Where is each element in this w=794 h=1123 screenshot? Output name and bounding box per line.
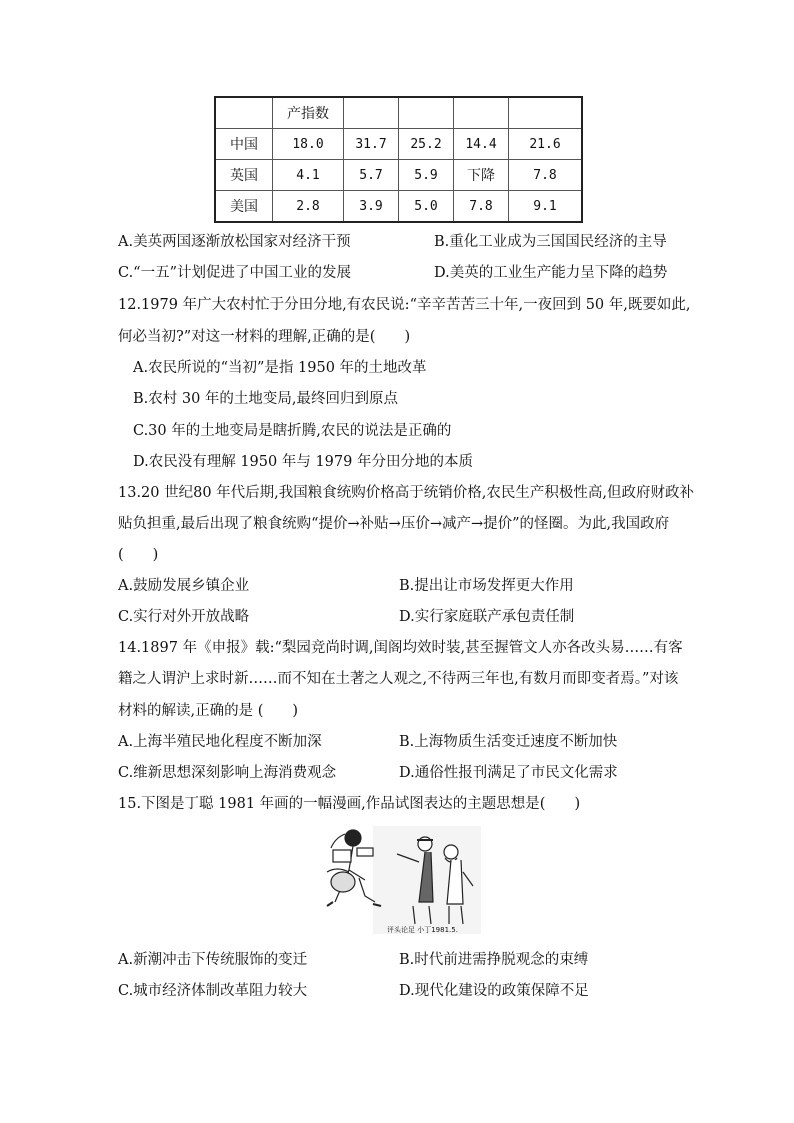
q11-option-b[interactable]: B.重化工业成为三国国民经济的主导: [434, 234, 667, 250]
table-header-cell: [344, 97, 399, 129]
q11-option-d[interactable]: D.美英的工业生产能力呈下降的趋势: [434, 265, 668, 281]
table-header-row: [215, 97, 582, 129]
q13-stem: 13.20 世纪80 年代后期,我国粮食统购价格高于统销价格,农民生产积极性高,但政府财政补: [118, 485, 695, 501]
table-cell: 下降: [454, 160, 509, 191]
q15-option-b[interactable]: B.时代前进需挣脱观念的束缚: [399, 952, 589, 968]
table-header-cell: [454, 97, 509, 129]
q12-option-d[interactable]: D.农民没有理解 1950 年与 1979 年分田分地的本质: [133, 454, 473, 470]
table-country-cell: 美国: [215, 191, 273, 223]
table-cell: 5.7: [344, 160, 399, 191]
table-cell: 21.6: [509, 129, 583, 160]
q11-option-c[interactable]: C.“一五”计划促进了中国工业的发展: [118, 265, 352, 281]
q15-option-d[interactable]: D.现代化建设的政策保障不足: [399, 983, 589, 999]
table-cell: 3.9: [344, 191, 399, 223]
table-cell: 2.8: [273, 191, 344, 223]
q14-option-b[interactable]: B.上海物质生活变迁速度不断加快: [399, 734, 618, 750]
q13-option-d[interactable]: D.实行家庭联产承包责任制: [399, 609, 575, 625]
table-country-cell: 中国: [215, 129, 273, 160]
q11-option-a[interactable]: A.美英两国逐渐放松国家对经济干预: [118, 234, 351, 250]
young-woman-figure: [327, 830, 381, 906]
table-cell: 5.0: [399, 191, 454, 223]
cartoon-image: [313, 822, 483, 940]
q12-stem: 何必当初?”对这一材料的理解,正确的是( ): [118, 329, 411, 345]
table-header-cell: [399, 97, 454, 129]
industrial-index-table: [214, 96, 583, 223]
q13-stem: 贴负担重,最后出现了粮食统购“提价→补贴→压价→减产→提价”的怪圈。为此,我国政府: [118, 516, 670, 532]
table-cell: 18.0: [273, 129, 344, 160]
table-cell: 9.1: [509, 191, 583, 223]
q14-stem: 14.1897 年《申报》载:“梨园竞尚时调,闺阁均效时装,甚至握管文人亦各改头易……有客: [118, 640, 683, 656]
q14-option-a[interactable]: A.上海半殖民地化程度不断加深: [118, 734, 322, 750]
table-row: [215, 191, 582, 223]
q13-option-b[interactable]: B.提出让市场发挥更大作用: [399, 578, 574, 594]
table-cell: 7.8: [509, 160, 583, 191]
table-row: [215, 160, 582, 191]
table-header-cell: [509, 97, 583, 129]
table-cell: 7.8: [454, 191, 509, 223]
table-row: [215, 129, 582, 160]
table-cell: 5.9: [399, 160, 454, 191]
q14-option-d[interactable]: D.通俗性报刊满足了市民文化需求: [399, 765, 618, 781]
table-cell: 4.1: [273, 160, 344, 191]
q13-stem: ( ): [118, 547, 159, 563]
q12-option-b[interactable]: B.农村 30 年的土地变局,最终回归到原点: [133, 391, 399, 407]
table-country-cell: 英国: [215, 160, 273, 191]
q14-option-c[interactable]: C.维新思想深刻影响上海消费观念: [118, 765, 337, 781]
table-header-cell: 产指数: [273, 97, 344, 129]
q15-option-c[interactable]: C.城市经济体制改革阻力较大: [118, 983, 308, 999]
q15-option-a[interactable]: A.新潮冲击下传统服饰的变迁: [118, 952, 308, 968]
cartoon-caption: 评头论足 小丁1981.5.: [387, 926, 458, 934]
table-cell: 25.2: [399, 129, 454, 160]
q15-stem: 15.下图是丁聪 1981 年画的一幅漫画,作品试图表达的主题思想是( ): [118, 796, 581, 812]
q14-stem: 材料的解读,正确的是 ( ): [118, 703, 299, 719]
table-cell: 14.4: [454, 129, 509, 160]
q12-option-c[interactable]: C.30 年的土地变局是瞎折腾,农民的说法是正确的: [133, 423, 452, 439]
table-cell: 31.7: [344, 129, 399, 160]
table-header-cell: [215, 97, 273, 129]
q12-stem: 12.1979 年广大农村忙于分田分地,有农民说:“辛辛苦苦三十年,一夜回到 50 年,既要如此,: [118, 297, 691, 313]
q13-option-c[interactable]: C.实行对外开放战略: [118, 609, 250, 625]
q12-option-a[interactable]: A.农民所说的“当初”是指 1950 年的土地改革: [133, 360, 427, 376]
q13-option-a[interactable]: A.鼓励发展乡镇企业: [118, 578, 250, 594]
q14-stem: 籍之人谓沪上求时新……而不知在土著之人观之,不待两三年也,有数月而即变者焉。”对该: [118, 671, 679, 687]
